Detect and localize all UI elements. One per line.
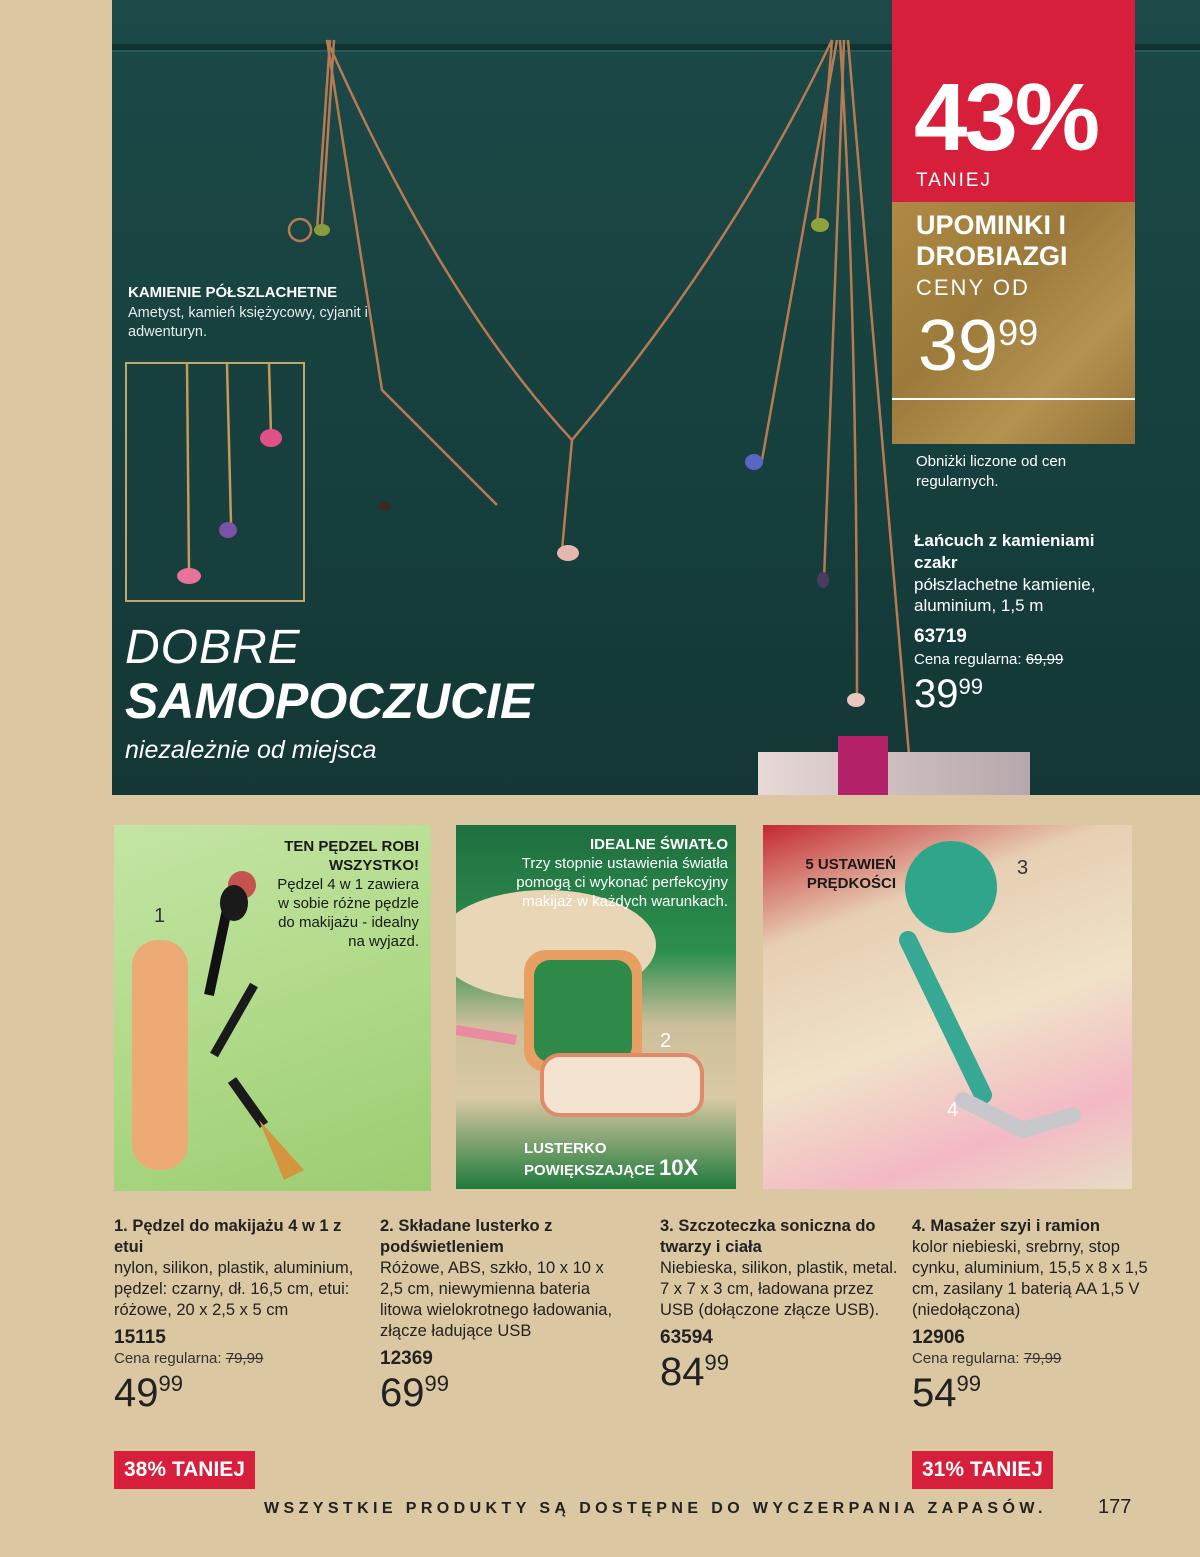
product-image-massager [763, 825, 1132, 1189]
product-title: 2. Składane lusterko z podświetleniem [380, 1217, 553, 1256]
hero-product-title: Łańcuch z kamieniami czakr [914, 531, 1095, 572]
hero-product-description: półszlachetne kamienie, aluminium, 1,5 m [914, 575, 1096, 615]
price-cents: 99 [424, 1371, 449, 1396]
availability-footer: WSZYSTKIE PRODUKTY SĄ DOSTĘPNE DO WYCZERPANIA ZAPASÓW. [264, 1500, 1047, 1517]
product-code: 12369 [380, 1348, 433, 1369]
speed-callout [781, 855, 896, 893]
hero-product-code: 63719 [914, 626, 967, 647]
hero-product-price [914, 672, 983, 716]
product-image-brush [114, 825, 431, 1191]
product-image-mirror [456, 825, 736, 1189]
price-main: 39 [914, 672, 959, 716]
product-4-discount-badge: 31% TANIEJ [912, 1451, 1053, 1489]
stones-description: Ametyst, kamień księżycowy, cyjanit i adwenturyn. [128, 305, 368, 340]
image-number-1: 1 [154, 905, 166, 927]
image-number-4: 4 [947, 1099, 959, 1121]
price-cents: 99 [704, 1350, 729, 1375]
stones-closeup-image [125, 362, 305, 602]
product-2 [380, 1216, 630, 1415]
price-main: 49 [114, 1371, 159, 1415]
product-1-discount-badge: 38% TANIEJ [114, 1451, 255, 1489]
brush-callout-title: TEN PĘDZEL ROBI WSZYSTKO! [284, 838, 419, 874]
product-code: 12906 [912, 1327, 965, 1348]
headline-line1: DOBRE [125, 621, 301, 674]
product-title: 3. Szczoteczka soniczna do twarzy i ciała [660, 1217, 876, 1256]
brush-callout [264, 837, 419, 951]
image-number-3: 3 [1017, 857, 1029, 879]
product-1 [114, 1216, 354, 1415]
discount-percent: 43% [914, 64, 1098, 171]
mirror-zoom-label: LUSTERKO POWIĘKSZAJĄCE [524, 1140, 655, 1179]
product-description: kolor niebieski, srebrny, stop cynku, aluminium, 15,5 x 8 x 1,5 cm, zasilany 1 baterią AA 1,5 V (niedołączona) [912, 1238, 1148, 1319]
category-price-main: 39 [918, 306, 999, 386]
category-price [918, 306, 1038, 386]
page-number: 177 [1098, 1496, 1132, 1518]
light-callout-text: Trzy stopnie ustawienia światła pomogą ci wykonać perfekcyjny makijaż w każdych warunkach. [516, 855, 728, 910]
product-title: 4. Masażer szyi i ramion [912, 1217, 1101, 1235]
price-main: 69 [380, 1371, 425, 1415]
product-title: 1. Pędzel do makijażu 4 w 1 z etui [114, 1217, 342, 1256]
product-price [380, 1371, 630, 1415]
product-price [660, 1350, 900, 1394]
product-description: Niebieska, silikon, plastik, metal. 7 x 7 x 3 cm, ładowana przez USB (dołączone złącze USB). [660, 1259, 898, 1319]
gift-ribbon [838, 736, 888, 795]
product-code: 15115 [114, 1327, 166, 1348]
category-price-cents: 99 [998, 312, 1039, 353]
regular-price-value: 79,99 [1023, 1350, 1062, 1367]
speed-callout-label: 5 USTAWIEŃ PRĘDKOŚCI [805, 856, 896, 892]
category-price-box [892, 202, 1135, 444]
light-callout-title: IDEALNE ŚWIATŁO [589, 836, 728, 853]
stones-title: KAMIENIE PÓŁSZLACHETNE [128, 284, 338, 301]
product-regular-price [912, 1348, 1152, 1369]
hero-product-regular-price [914, 651, 1063, 668]
discount-label: TANIEJ [916, 170, 993, 191]
price-main: 84 [660, 1350, 705, 1394]
stones-closeup-illustration [127, 364, 303, 600]
product-price [114, 1371, 354, 1415]
product-4 [912, 1216, 1152, 1415]
regular-price-value: 69,99 [1025, 651, 1064, 668]
discount-badge [892, 0, 1135, 202]
regular-price-label: Cena regularna: [912, 1350, 1020, 1367]
product-description: Różowe, ABS, szkło, 10 x 10 x 2,5 cm, niewymienna bateria litowa wielokrotnego ładowania, złącze ładujące USB [380, 1259, 613, 1340]
prices-from-label: CENY OD [916, 275, 1030, 300]
product-3 [660, 1216, 900, 1394]
product-code: 63594 [660, 1327, 713, 1348]
product-price [912, 1371, 1152, 1415]
price-cents: 99 [958, 674, 983, 699]
light-callout [516, 835, 728, 911]
price-main: 54 [912, 1371, 957, 1415]
gift-box [758, 752, 1030, 795]
category-title: UPOMINKI I DROBIAZGI [916, 210, 1068, 271]
price-cents: 99 [158, 1371, 183, 1396]
headline-line2: SAMOPOCZUCIE [125, 673, 534, 729]
product-regular-price [114, 1348, 354, 1369]
product-description: nylon, silikon, plastik, aluminium, pędzel: czarny, dł. 16,5 cm, etui: różowe, 20 x 2,5 x 5 cm [114, 1259, 354, 1319]
image-number-2: 2 [660, 1030, 672, 1052]
regular-price-label: Cena regularna: [914, 651, 1022, 668]
discount-note: Obniżki liczone od cen regularnych. [916, 453, 1067, 490]
brush-callout-text: Pędzel 4 w 1 zawiera w sobie różne pędzle do makijażu - idealny na wyjazd. [277, 876, 419, 950]
regular-price-value: 79,99 [225, 1350, 264, 1367]
regular-price-label: Cena regularna: [114, 1350, 222, 1367]
mirror-zoom-callout [524, 1139, 724, 1180]
mirror-zoom-value: 10X [659, 1155, 699, 1180]
divider-line [892, 398, 1135, 400]
headline-line3: niezależnie od miejsca [125, 736, 377, 764]
price-cents: 99 [956, 1371, 981, 1396]
